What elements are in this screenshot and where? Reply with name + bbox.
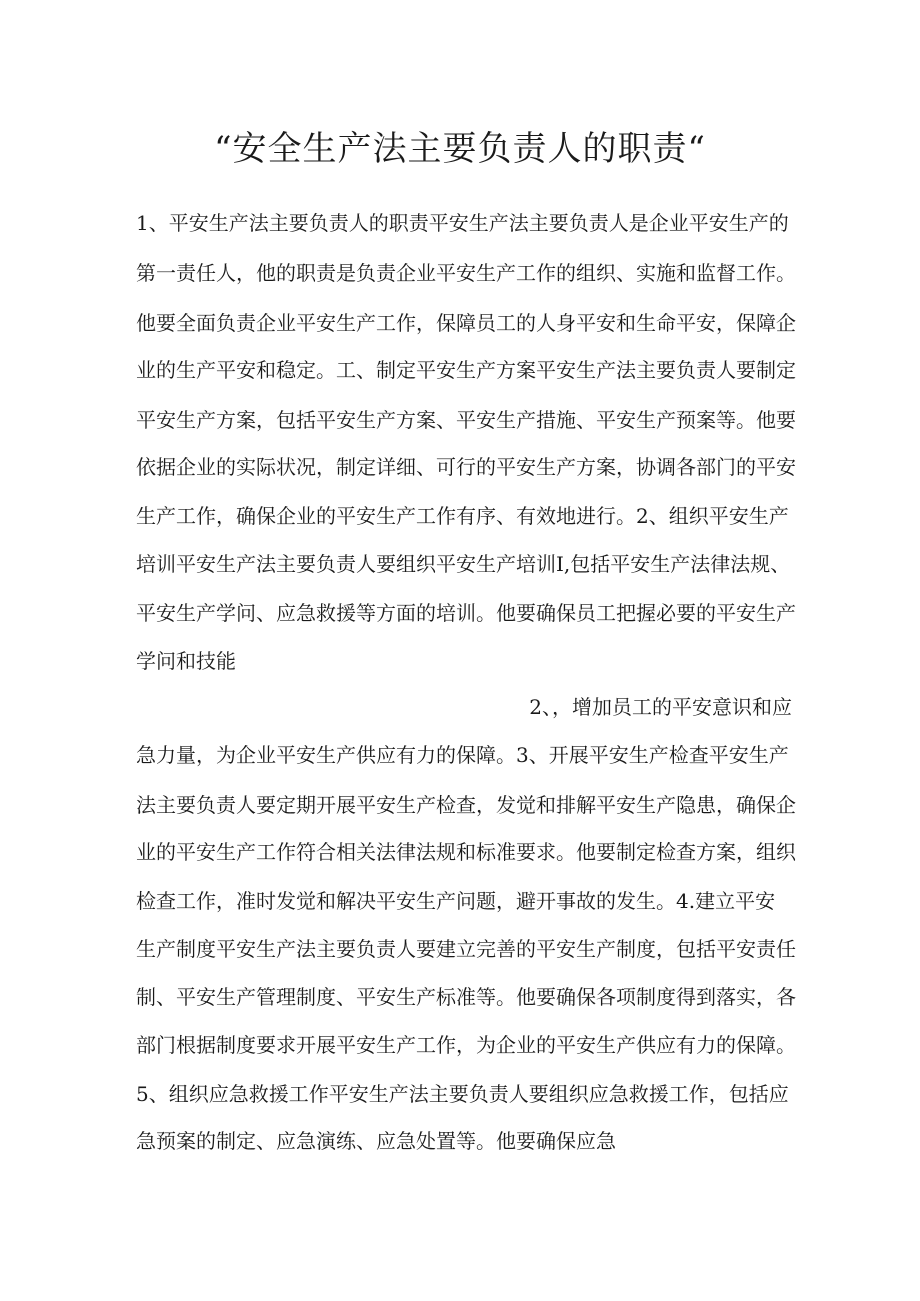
body-line: 急力量，为企业平安生产供应有力的保障。3、开展平安生产检查平安生产 bbox=[136, 743, 789, 767]
body-line: 部门根据制度要求开展平安生产工作，为企业的平安生产供应有力的保障。 bbox=[136, 1033, 796, 1057]
body-line: 2、，增加员工的平安意识和应 bbox=[529, 695, 792, 719]
body-line: 生产工作，确保企业的平安生产工作有序、有效地进行。2、组织平安生产 bbox=[136, 504, 789, 528]
document-title: “安全生产法主要负责人的职责“ bbox=[214, 129, 706, 169]
body-line: 检查工作，准时发觉和解决平安生产问题，避开事故的发生。4.建立平安 bbox=[136, 889, 776, 913]
body-line: 依据企业的实际状况，制定详细、可行的平安生产方案，协调各部门的平安 bbox=[136, 455, 796, 479]
body-line: 生产制度平安生产法主要负责人要建立完善的平安生产制度，包括平安责任 bbox=[136, 937, 796, 961]
body-line: 急预案的制定、应急演练、应急处置等。他要确保应急 bbox=[136, 1129, 616, 1153]
body-line: 平安生产方案，包括平安生产方案、平安生产措施、平安生产预案等。他要 bbox=[136, 408, 796, 432]
body-line: 法主要负责人要定期开展平安生产检查，发觉和排解平安生产隐患，确保企 bbox=[136, 793, 796, 817]
body-line: 业的平安生产工作符合相关法律法规和标准要求。他要制定检查方案，组织 bbox=[136, 840, 796, 864]
body-line: 平安生产学问、应急救援等方面的培训。他要确保员工把握必要的平安生产 bbox=[136, 601, 796, 625]
body-line: 第一责任人，他的职责是负责企业平安生产工作的组织、实施和监督工作。 bbox=[136, 261, 796, 285]
body-line: 业的生产平安和稳定。工、制定平安生产方案平安生产法主要负责人要制定 bbox=[136, 358, 796, 382]
body-line: 制、平安生产管理制度、平安生产标准等。他要确保各项制度得到落实，各 bbox=[136, 985, 796, 1009]
body-line: 学问和技能 bbox=[136, 649, 236, 673]
body-line: 5、组织应急救援工作平安生产法主要负责人要组织应急救援工作，包括应 bbox=[136, 1082, 789, 1106]
body-line: 1、平安生产法主要负责人的职责平安生产法主要负责人是企业平安生产的 bbox=[136, 211, 789, 235]
body-line: 培训平安生产法主要负责人要组织平安生产培训I,包括平安生产法律法规、 bbox=[136, 552, 791, 576]
body-line: 他要全面负责企业平安生产工作，保障员工的人身平安和生命平安，保障企 bbox=[136, 311, 796, 335]
